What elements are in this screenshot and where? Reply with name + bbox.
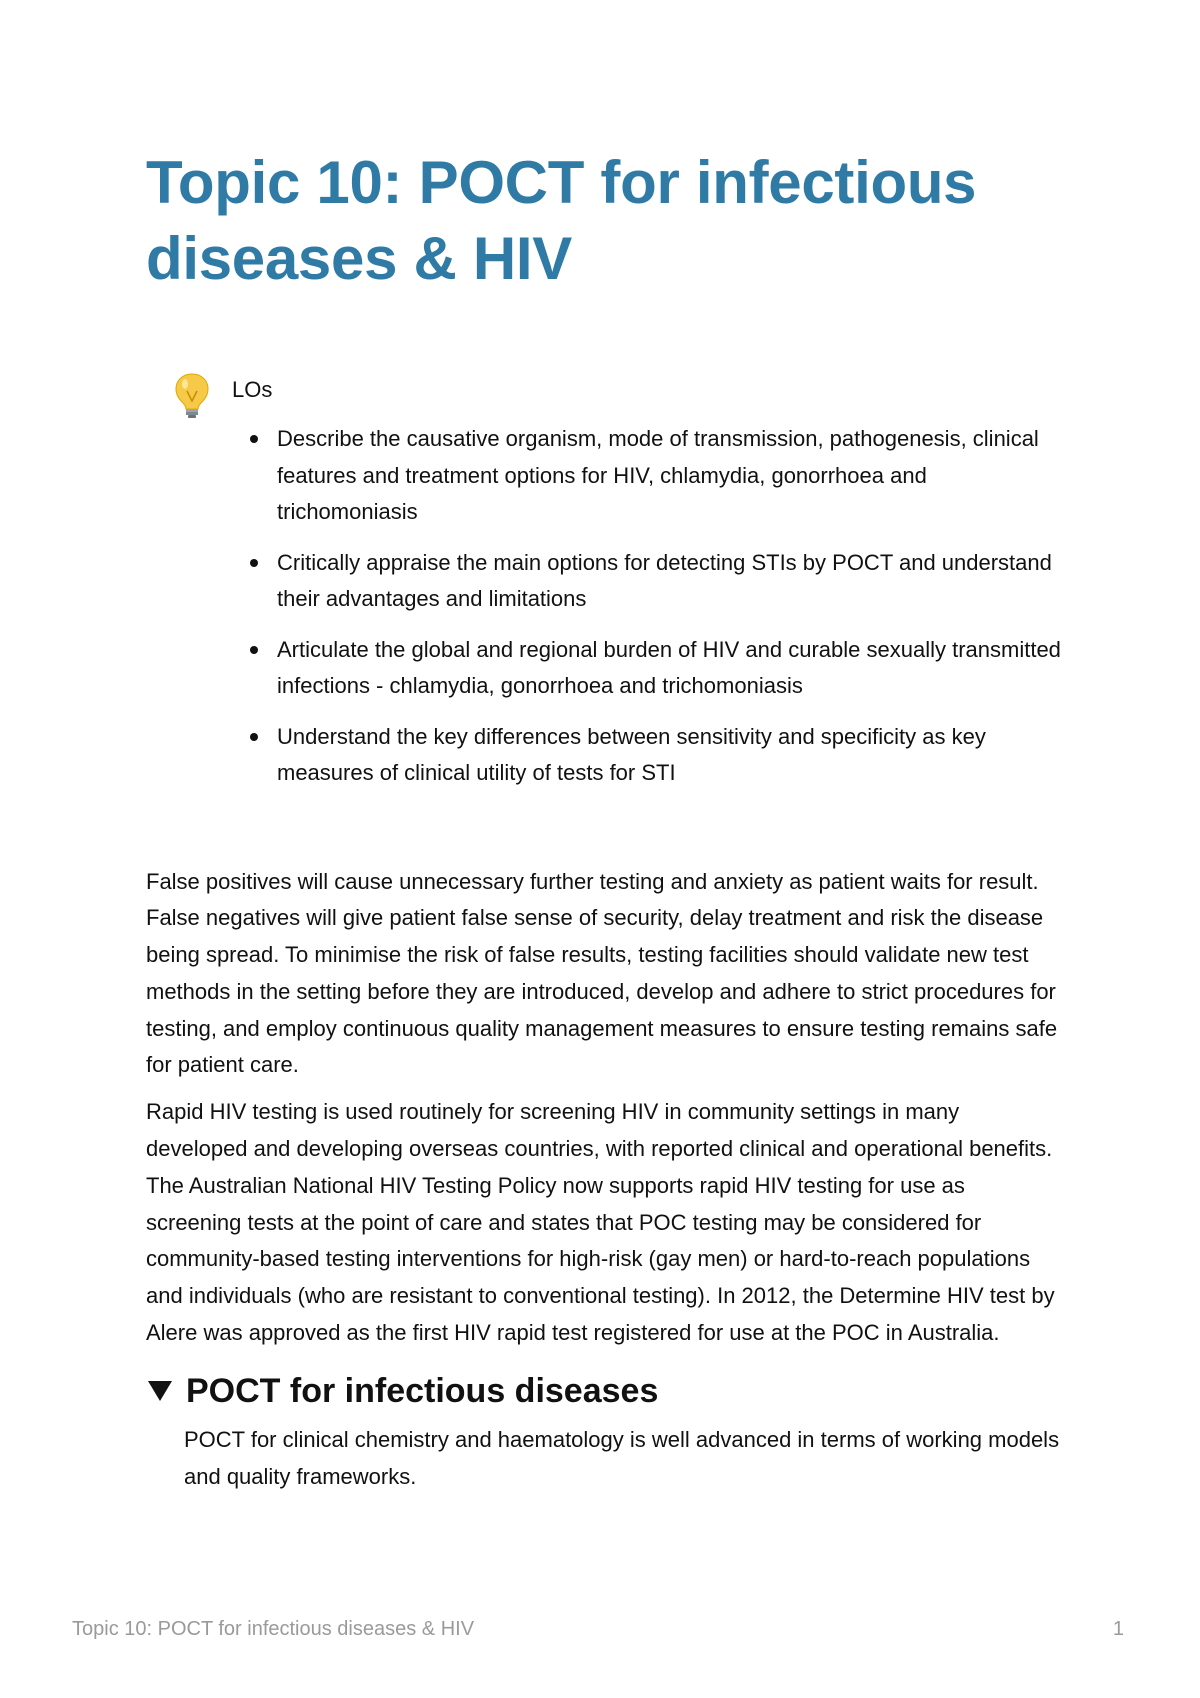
list-item-text: Describe the causative organism, mode of transmission, pathogenesis, clinical features and treatment options for HIV, chlamydia, gonorrhoea and trichomoniasis <box>277 426 1039 524</box>
list-item-text: Critically appraise the main options for detecting STIs by POCT and understand their advantages and limitations <box>277 549 1052 611</box>
toggle-down-icon[interactable] <box>148 1381 172 1401</box>
list-item-text: Understand the key differences between sensitivity and specificity as key measures of clinical utility of tests for STI <box>277 723 986 785</box>
page-title: Topic 10: POCT for infectious diseases & HIV <box>146 149 977 292</box>
toggle-heading-text: POCT for infectious diseases <box>186 1371 659 1410</box>
page-content <box>146 145 1066 1495</box>
footer-page-number: 1 <box>1112 1618 1124 1640</box>
learning-outcomes-list <box>232 421 1066 792</box>
bullet-icon <box>250 733 258 741</box>
lightbulb-icon <box>172 371 212 419</box>
bullet-icon <box>250 559 258 567</box>
toggle-poct-infectious-diseases[interactable] <box>146 1366 1066 1416</box>
list-item <box>232 719 1066 792</box>
list-item <box>232 421 1066 531</box>
list-item-text: Articulate the global and regional burden of HIV and curable sexually transmitted infections - chlamydia, gonorrhoea and trichomoniasis <box>277 636 1061 698</box>
bullet-icon <box>250 435 258 443</box>
list-item <box>232 545 1066 618</box>
learning-outcomes-callout <box>146 375 1066 792</box>
callout-heading: LOs <box>232 377 273 402</box>
toggle-body-text: POCT for clinical chemistry and haematology is well advanced in terms of working models and quality frameworks. <box>184 1426 1060 1489</box>
list-item <box>232 632 1066 705</box>
footer-title: Topic 10: POCT for infectious diseases & HIV <box>72 1618 475 1640</box>
body-paragraph-rapid-hiv: Rapid HIV testing is used routinely for screening HIV in community settings in many developed and developing overseas countries, with reported clinical and operational benefits. The Australian National HIV Testing Policy now supports rapid HIV testing for use as screening tests at the point of care and states that POC testing may be considered for community-based testing interventions for high-risk (gay men) or hard-to-reach populations and individuals (who are resistant to conventional testing). In 2012, the Determine HIV test by Alere was approved as the first HIV rapid test registered for use at the POC in Australia. <box>146 1099 1055 1346</box>
body-paragraph-false-results: False positives will cause unnecessary further testing and anxiety as patient waits for result. False negatives will give patient false sense of security, delay treatment and risk the disease being spread. To minimise the risk of false results, testing facilities should validate new test methods in the setting before they are introduced, develop and adhere to strict procedures for testing, and employ continuous quality management measures to ensure testing remains safe for patient care. <box>146 868 1058 1078</box>
bullet-icon <box>250 646 258 654</box>
